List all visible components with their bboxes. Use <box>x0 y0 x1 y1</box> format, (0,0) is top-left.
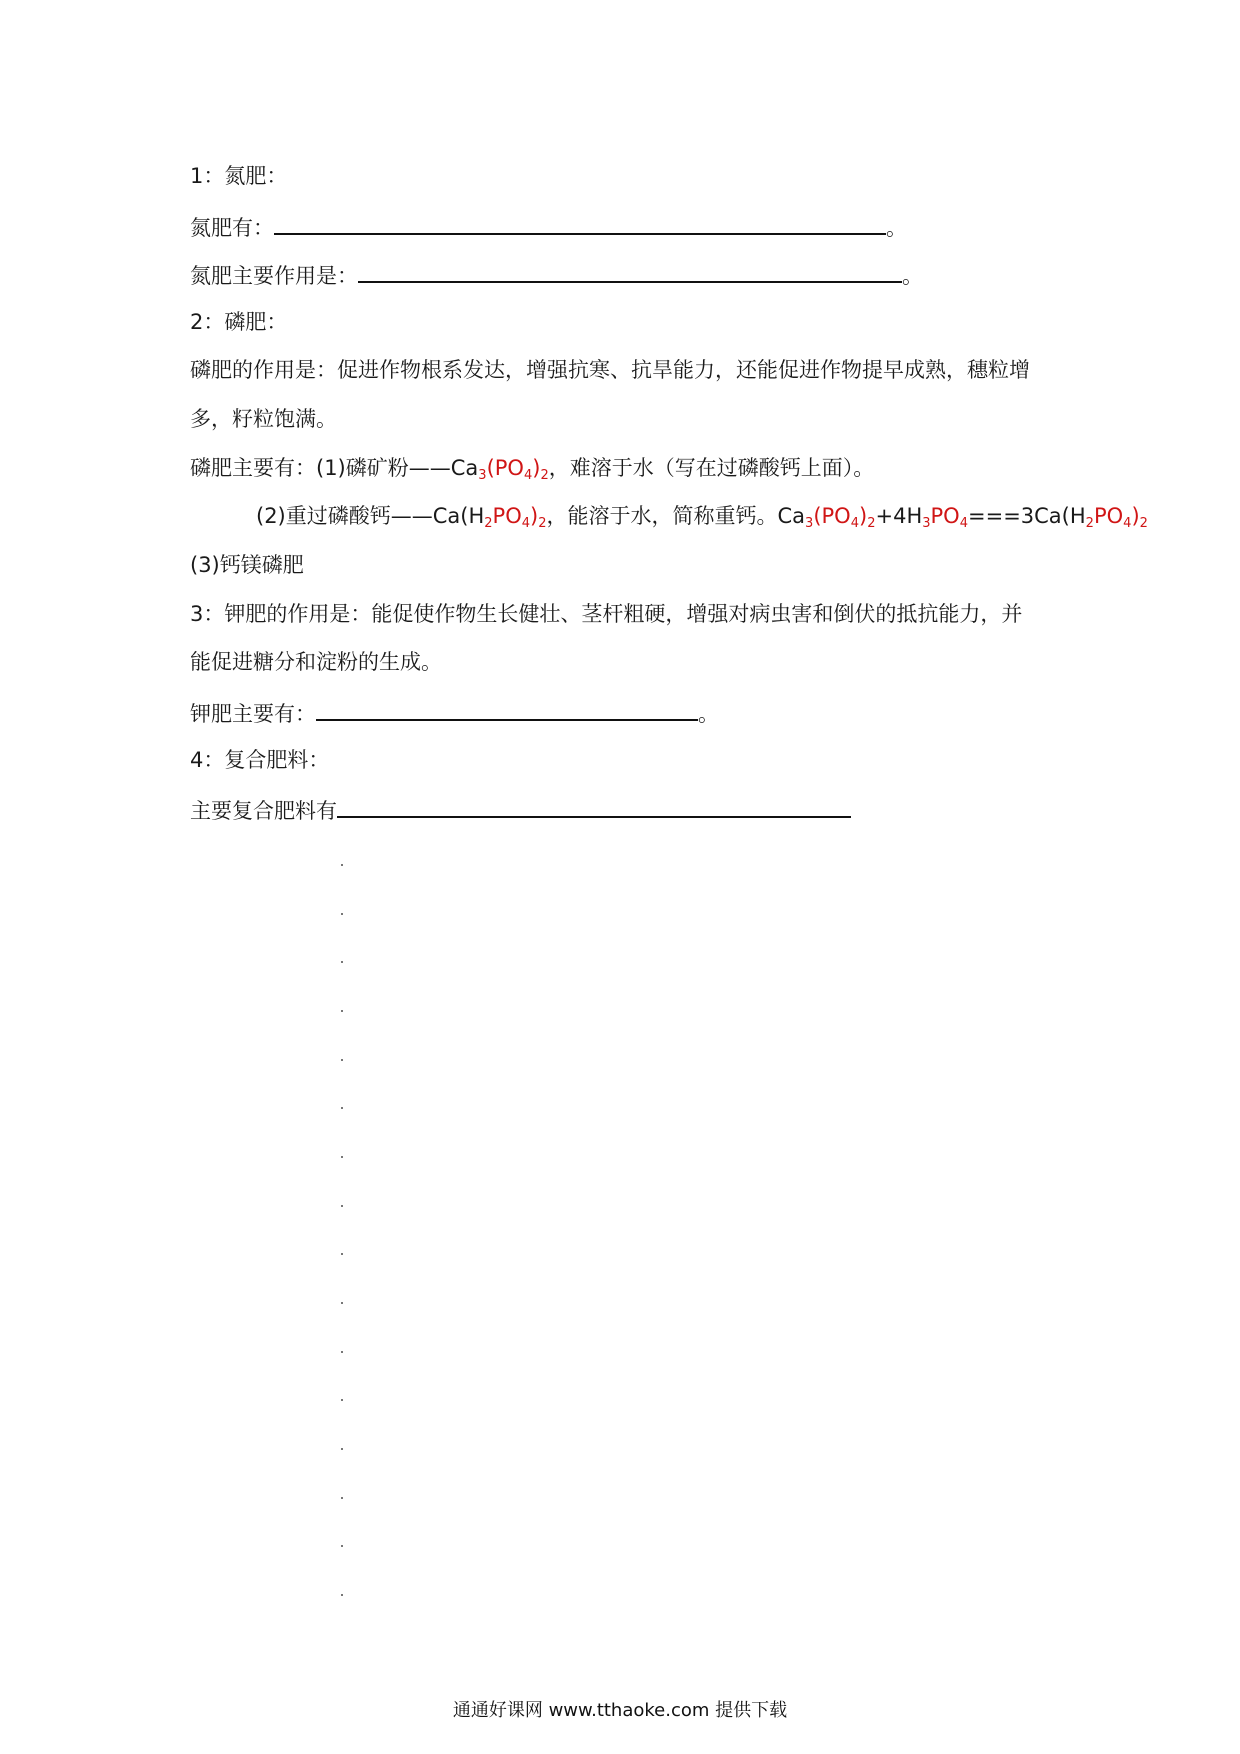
margin-dot <box>341 1205 343 1207</box>
formula-po4-part: PO <box>492 504 522 528</box>
sub-4: 4 <box>850 516 859 531</box>
potash-types-label: 钾肥主要有： <box>190 702 316 726</box>
sub-4: 4 <box>1123 516 1132 531</box>
formula-close-paren: ) <box>532 456 541 480</box>
margin-dot <box>341 1351 343 1353</box>
margin-dot <box>341 1059 343 1061</box>
compound-types-label: 主要复合肥料有 <box>190 799 337 823</box>
nitrogen-role-label: 氮肥主要作用是： <box>190 264 358 288</box>
margin-dot <box>341 1107 343 1109</box>
period: 。 <box>886 216 907 240</box>
margin-dot <box>341 1545 343 1547</box>
sub-4: 4 <box>959 516 968 531</box>
sub-3: 3 <box>922 516 931 531</box>
tsp-mid: ，能溶于水，简称重钙。Ca <box>546 504 806 528</box>
margin-dot <box>341 1302 343 1304</box>
potash-types-line <box>190 697 719 728</box>
phosphate-role-line-2: 多，籽粒饱满。 <box>190 407 337 431</box>
potash-role-line-1: 3：钾肥的作用是：能促使作物生长健壮、茎杆粗硬，增强对病虫害和倒伏的抵抗能力，并 <box>190 602 1023 626</box>
tsp-prefix: (2)重过磷酸钙——Ca(H <box>256 504 485 528</box>
sub-4: 4 <box>523 468 533 483</box>
sub-2: 2 <box>484 516 493 531</box>
formula-close-paren: ) <box>530 504 539 528</box>
sub-2: 2 <box>540 468 549 483</box>
nitrogen-role-line <box>190 259 923 290</box>
margin-dot <box>341 1448 343 1450</box>
sub-2: 2 <box>1139 516 1148 531</box>
potash-types-blank[interactable] <box>316 697 698 721</box>
sub-2: 2 <box>538 516 547 531</box>
sub-2: 2 <box>1085 516 1094 531</box>
compound-types-blank[interactable] <box>337 794 851 818</box>
phosphate-heading: 2：磷肥： <box>190 310 288 334</box>
potash-role-line-2: 能促进糖分和淀粉的生成。 <box>190 650 442 674</box>
margin-dot <box>341 1253 343 1255</box>
formula-close-paren: ) <box>859 504 868 528</box>
formula-po4-part: PO <box>1093 504 1124 528</box>
formula-po-part: PO <box>930 504 960 528</box>
formula-close-paren: ) <box>1131 504 1140 528</box>
margin-dot <box>341 1594 343 1596</box>
period: 。 <box>902 264 923 288</box>
sub-3: 3 <box>478 468 487 483</box>
nitrogen-types-blank[interactable] <box>274 211 886 235</box>
compound-types-line <box>190 794 851 825</box>
nitrogen-types-label: 氮肥有： <box>190 216 274 240</box>
margin-dot <box>341 961 343 963</box>
equation-yields: ===3Ca(H <box>968 504 1086 528</box>
phosphate-main-line <box>190 454 874 490</box>
phosphate-main-prefix: 磷肥主要有：(1)磷矿粉——Ca <box>190 456 479 480</box>
margin-dot <box>341 913 343 915</box>
compound-heading: 4：复合肥料： <box>190 748 330 772</box>
sub-3: 3 <box>805 516 814 531</box>
margin-dot <box>341 1399 343 1401</box>
nitrogen-types-line <box>190 211 907 242</box>
margin-dot <box>341 1497 343 1499</box>
nitrogen-role-blank[interactable] <box>358 259 902 283</box>
sub-2: 2 <box>867 516 876 531</box>
period: 。 <box>698 702 719 726</box>
margin-dot <box>341 864 343 866</box>
triple-superphosphate-line <box>256 502 1148 538</box>
equation-plus: +4H <box>875 504 923 528</box>
calcium-magnesium-phosphate: (3)钙镁磷肥 <box>190 553 304 577</box>
phosphate-role-line-1: 磷肥的作用是：促进作物根系发达，增强抗寒、抗旱能力，还能促进作物提早成熟，穗粒增 <box>190 358 1030 382</box>
sub-4: 4 <box>521 516 531 531</box>
margin-dot <box>341 1156 343 1158</box>
nitrogen-heading: 1：氮肥： <box>190 164 288 188</box>
page-footer: 通通好课网 www.tthaoke.com 提供下载 <box>452 1700 788 1721</box>
phosphate-main-suffix: ，难溶于水（写在过磷酸钙上面）。 <box>548 456 875 480</box>
formula-po4-part: (PO <box>813 504 851 528</box>
margin-dot <box>341 1010 343 1012</box>
formula-po4-part: (PO <box>486 456 524 480</box>
